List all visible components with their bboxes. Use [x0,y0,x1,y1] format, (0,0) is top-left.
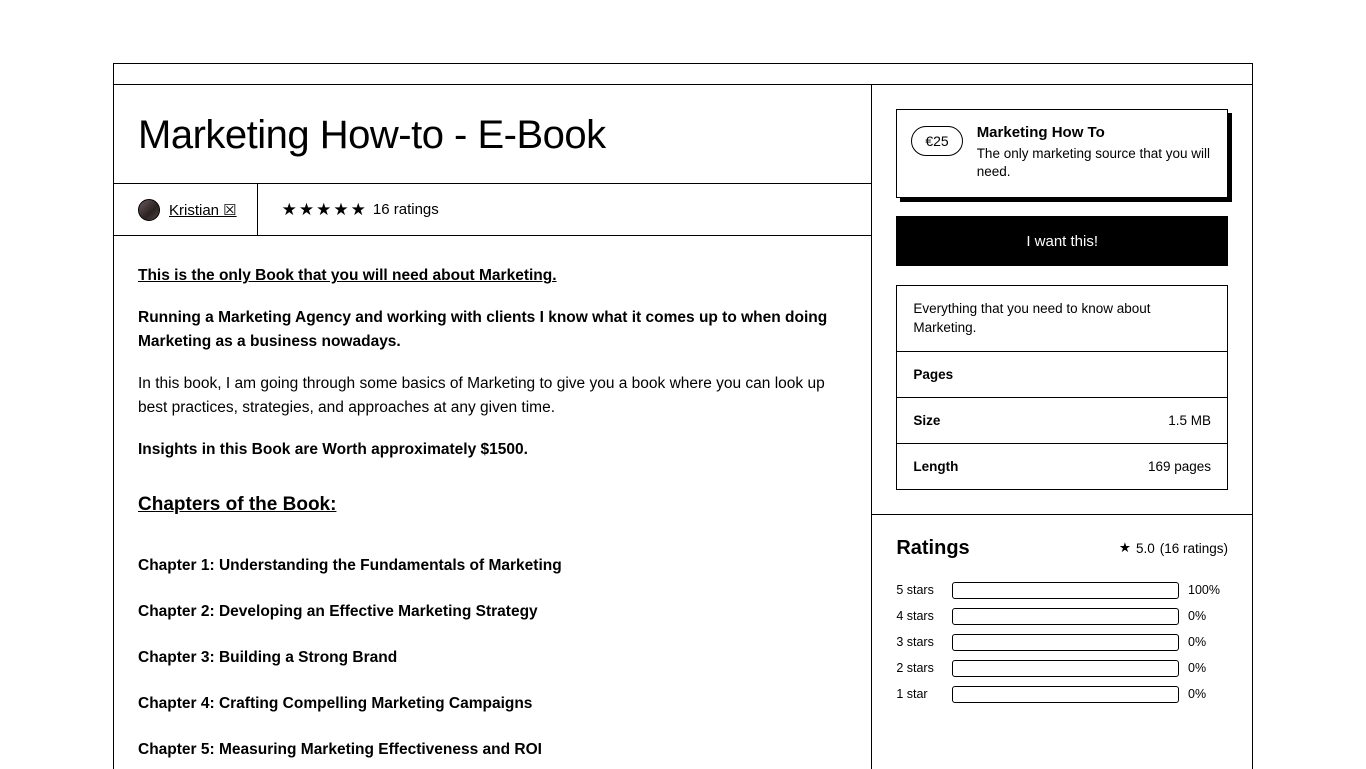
product-card-subtitle: The only marketing source that you will need. [976,146,1211,180]
ratings-panel [872,515,1252,769]
ratings-count-label: 16 ratings [372,201,439,219]
star-filled-icon: ★ [298,200,315,220]
detail-label: Size [913,412,941,428]
detail-row [897,444,1227,489]
rating-bar-percent: 0% [1188,635,1207,650]
description-paragraph: Insights in this Book are Worth approximately $1500. [138,441,528,459]
chapter-item: Chapter 1: Understanding the Fundamentals of Marketing [138,556,562,574]
creator-name: Kristian ☒ [169,201,237,219]
rating-bar-row [896,686,1228,703]
ratings-average-value: 5.0 [1135,540,1155,556]
price-badge: €25 [911,126,962,156]
rating-bar-row [896,608,1228,625]
rating-bar-percent: 0% [1188,661,1207,676]
chapter-item: Chapter 3: Building a Strong Brand [138,648,398,666]
detail-value: 1.5 MB [1168,412,1211,428]
title-block [114,85,871,184]
product-page [113,63,1253,769]
star-filled-icon: ★ [333,200,349,220]
product-main-column [114,85,872,769]
rating-bar-row [896,582,1228,599]
page-title: Marketing How-to - E-Book [138,113,606,157]
rating-bar-label: 4 stars [896,609,934,624]
rating-bar-percent: 0% [1188,609,1207,624]
product-card-text [977,124,1213,181]
product-details-box [896,285,1228,489]
product-card[interactable] [896,109,1228,198]
rating-bar-track [952,634,1179,651]
ratings-average [1119,540,1228,556]
rating-bar-track [952,660,1179,677]
rating-bar-row [896,634,1228,651]
rating-summary[interactable] [258,184,459,235]
purchase-panel [872,85,1252,515]
description-paragraph: Running a Marketing Agency and working with clients I know what it comes up to when doing Marketing as a business nowadays. [138,309,828,351]
chapters-heading: Chapters of the Book: [138,494,337,516]
rating-bar-label: 3 stars [896,635,934,650]
product-sidebar [872,85,1252,769]
detail-row [897,352,1227,398]
description-paragraph: This is the only Book that you will need about Marketing. [138,267,557,285]
creator-link[interactable] [114,184,258,235]
ratings-title: Ratings [896,536,970,559]
star-filled-icon: ★ [281,200,297,220]
rating-bar-track [952,608,1179,625]
details-note: Everything that you need to know about Marketing. [897,286,1227,351]
detail-value: 169 pages [1147,458,1211,474]
star-filled-icon: ★ [350,200,366,220]
ratings-header [896,537,1228,560]
rating-bar-label: 5 stars [896,583,934,598]
rating-bar-percent: 100% [1188,583,1220,598]
rating-bar-label: 2 stars [896,661,934,676]
rating-bar-track [952,582,1179,599]
product-description [114,236,871,769]
detail-label: Length [913,458,959,474]
avatar [138,199,160,221]
chapter-item: Chapter 5: Measuring Marketing Effectiveness and ROI [138,740,542,758]
star-filled-icon: ★ [316,200,332,220]
buy-button[interactable]: I want this! [896,216,1228,266]
ratings-count-label: (16 ratings) [1159,540,1228,556]
rating-bar-label: 1 star [896,687,928,702]
detail-row [897,398,1227,444]
rating-bar-percent: 0% [1188,687,1207,702]
page-body [114,85,1252,769]
chapter-item: Chapter 4: Crafting Compelling Marketing Campaigns [138,694,533,712]
product-card-title: Marketing How To [976,124,1105,141]
chapter-item: Chapter 2: Developing an Effective Marketing Strategy [138,602,538,620]
star-rating [282,201,366,218]
rating-bar-row [896,660,1228,677]
star-filled-icon: ★ [1118,540,1131,556]
description-paragraph: In this book, I am going through some basics of Marketing to give you a book where you can look up best practices, strategies, and approaches at any given time. [138,375,825,417]
page-top-bar [114,64,1252,85]
detail-label: Pages [913,366,954,382]
rating-bar-track [952,686,1179,703]
product-meta-row [114,184,871,236]
